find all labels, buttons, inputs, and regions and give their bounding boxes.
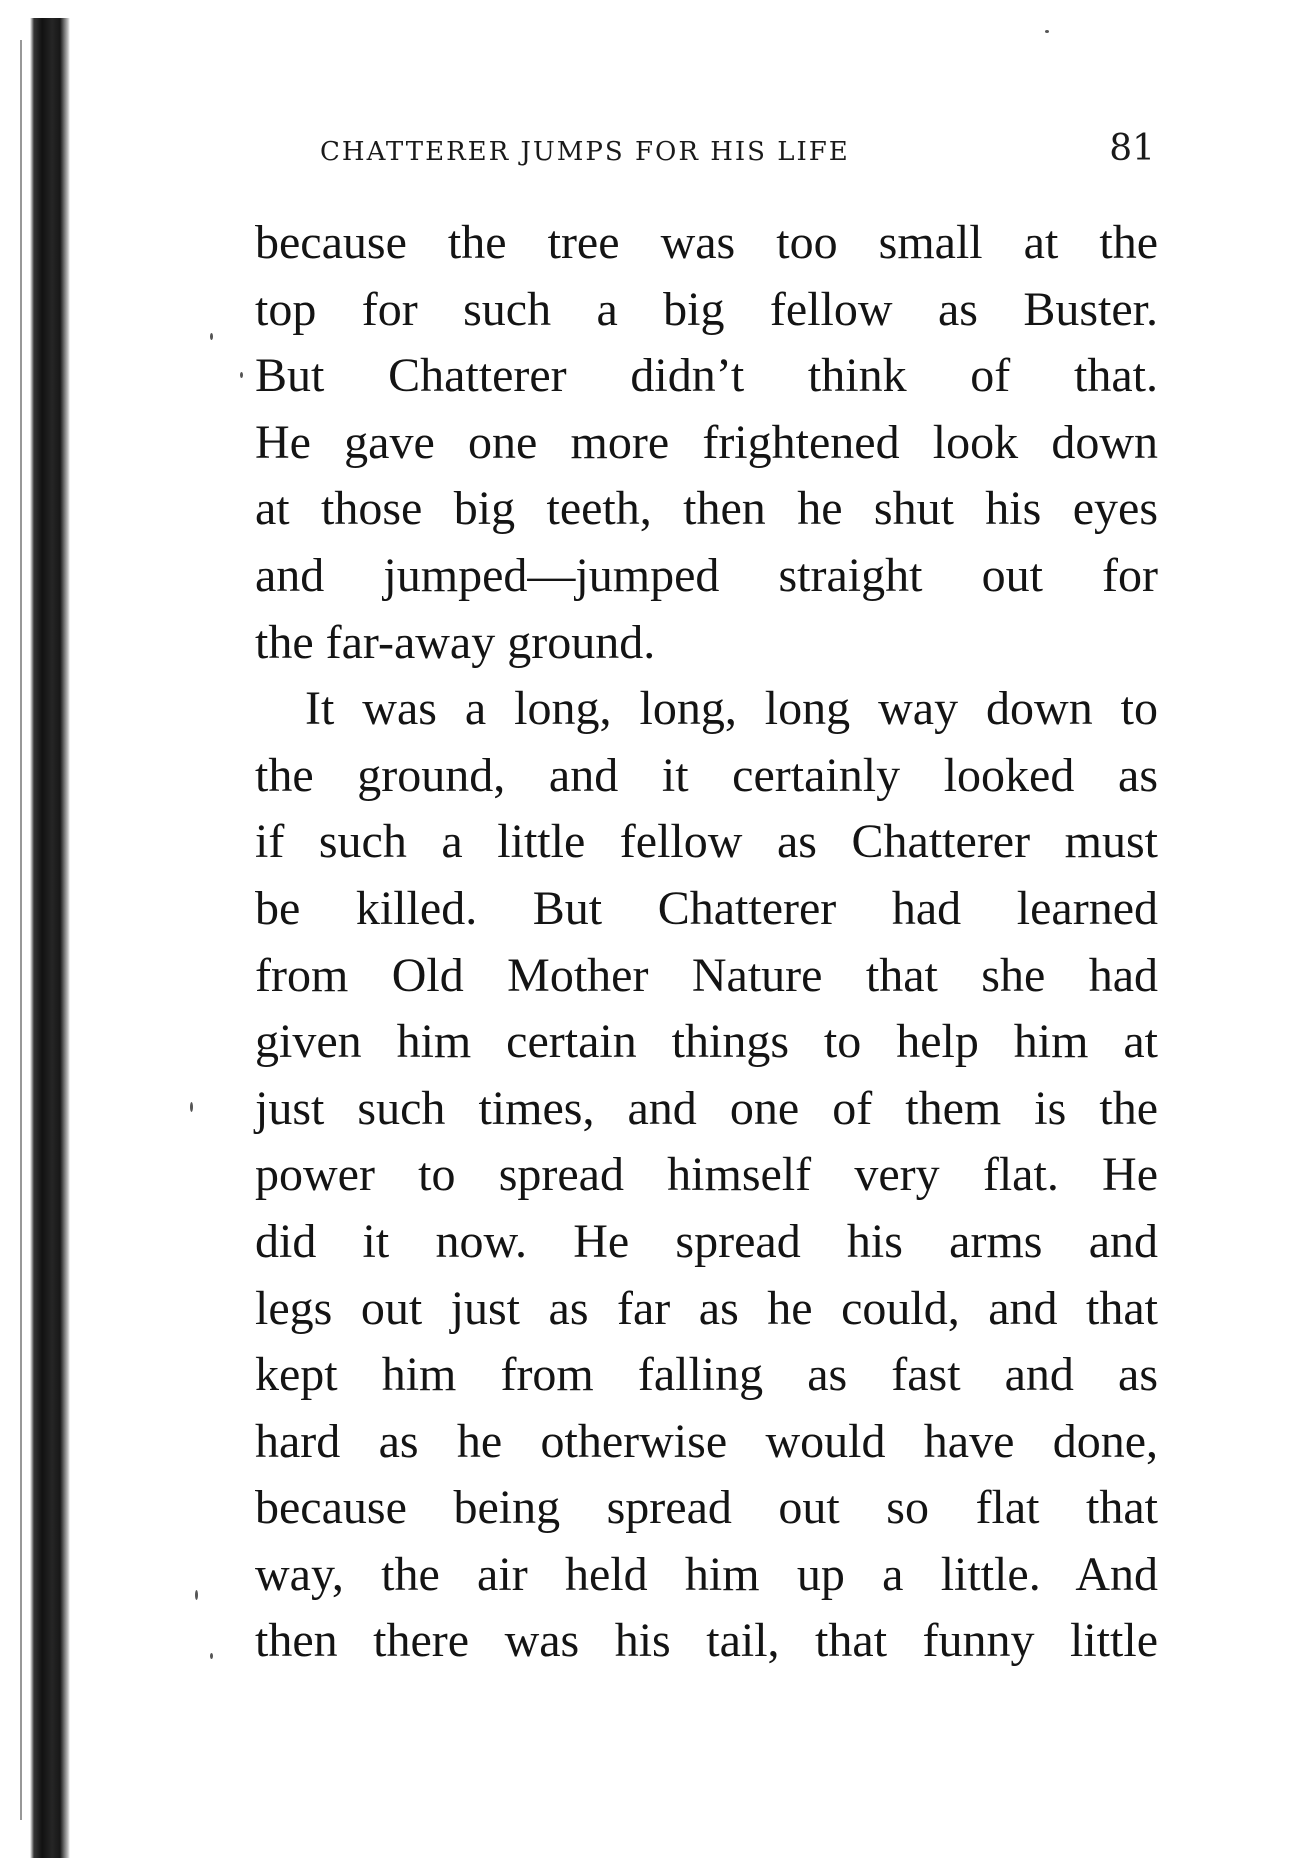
text-line: top for such a big fellow as Buster. [255, 282, 1158, 336]
running-head-title: CHATTERER JUMPS FOR HIS LIFE [320, 137, 850, 167]
text-line: hard as he otherwise would have done, [255, 1414, 1158, 1468]
text-line: and jumped—jumped straight out for [255, 548, 1158, 602]
binding-shadow-line [20, 40, 22, 1820]
text-line: the ground, and it certainly looked as [255, 748, 1158, 802]
text-line: way, the air held him up a little. And [255, 1547, 1158, 1601]
scan-speck [190, 1102, 193, 1112]
page-number: 81 [1109, 128, 1155, 169]
text-line: if such a little fellow as Chatterer must [255, 815, 1158, 869]
text-line: legs out just as far as he could, and that [255, 1281, 1158, 1335]
scan-speck [210, 333, 213, 340]
text-line: at those big teeth, then he shut his eyes [255, 482, 1158, 536]
text-line: then there was his tail, that funny little [255, 1614, 1158, 1668]
text-line: He gave one more frightened look down [255, 415, 1158, 469]
scan-speck [195, 1590, 198, 1600]
scan-speck [210, 1653, 213, 1659]
text-line: But Chatterer didn’t think of that. [255, 349, 1158, 403]
text-line: just such times, and one of them is the [255, 1081, 1158, 1135]
page-binding-edge [30, 18, 70, 1858]
scan-speck [1045, 30, 1049, 33]
text-line: from Old Mother Nature that she had [255, 948, 1158, 1002]
text-line: power to spread himself very flat. He [255, 1148, 1158, 1202]
running-head [320, 128, 1155, 168]
scan-speck [240, 372, 243, 378]
text-line: kept him from falling as fast and as [255, 1348, 1158, 1402]
text-line: because being spread out so flat that [255, 1481, 1158, 1535]
text-line: It was a long, long, long way down to [305, 682, 1158, 736]
body-text [255, 210, 1158, 1675]
text-line: given him certain things to help him at [255, 1015, 1158, 1069]
text-line: the far-away ground. [255, 615, 656, 669]
text-line: did it now. He spread his arms and [255, 1214, 1158, 1268]
text-line: because the tree was too small at the [255, 216, 1158, 269]
text-line: be killed. But Chatterer had learned [255, 881, 1158, 935]
